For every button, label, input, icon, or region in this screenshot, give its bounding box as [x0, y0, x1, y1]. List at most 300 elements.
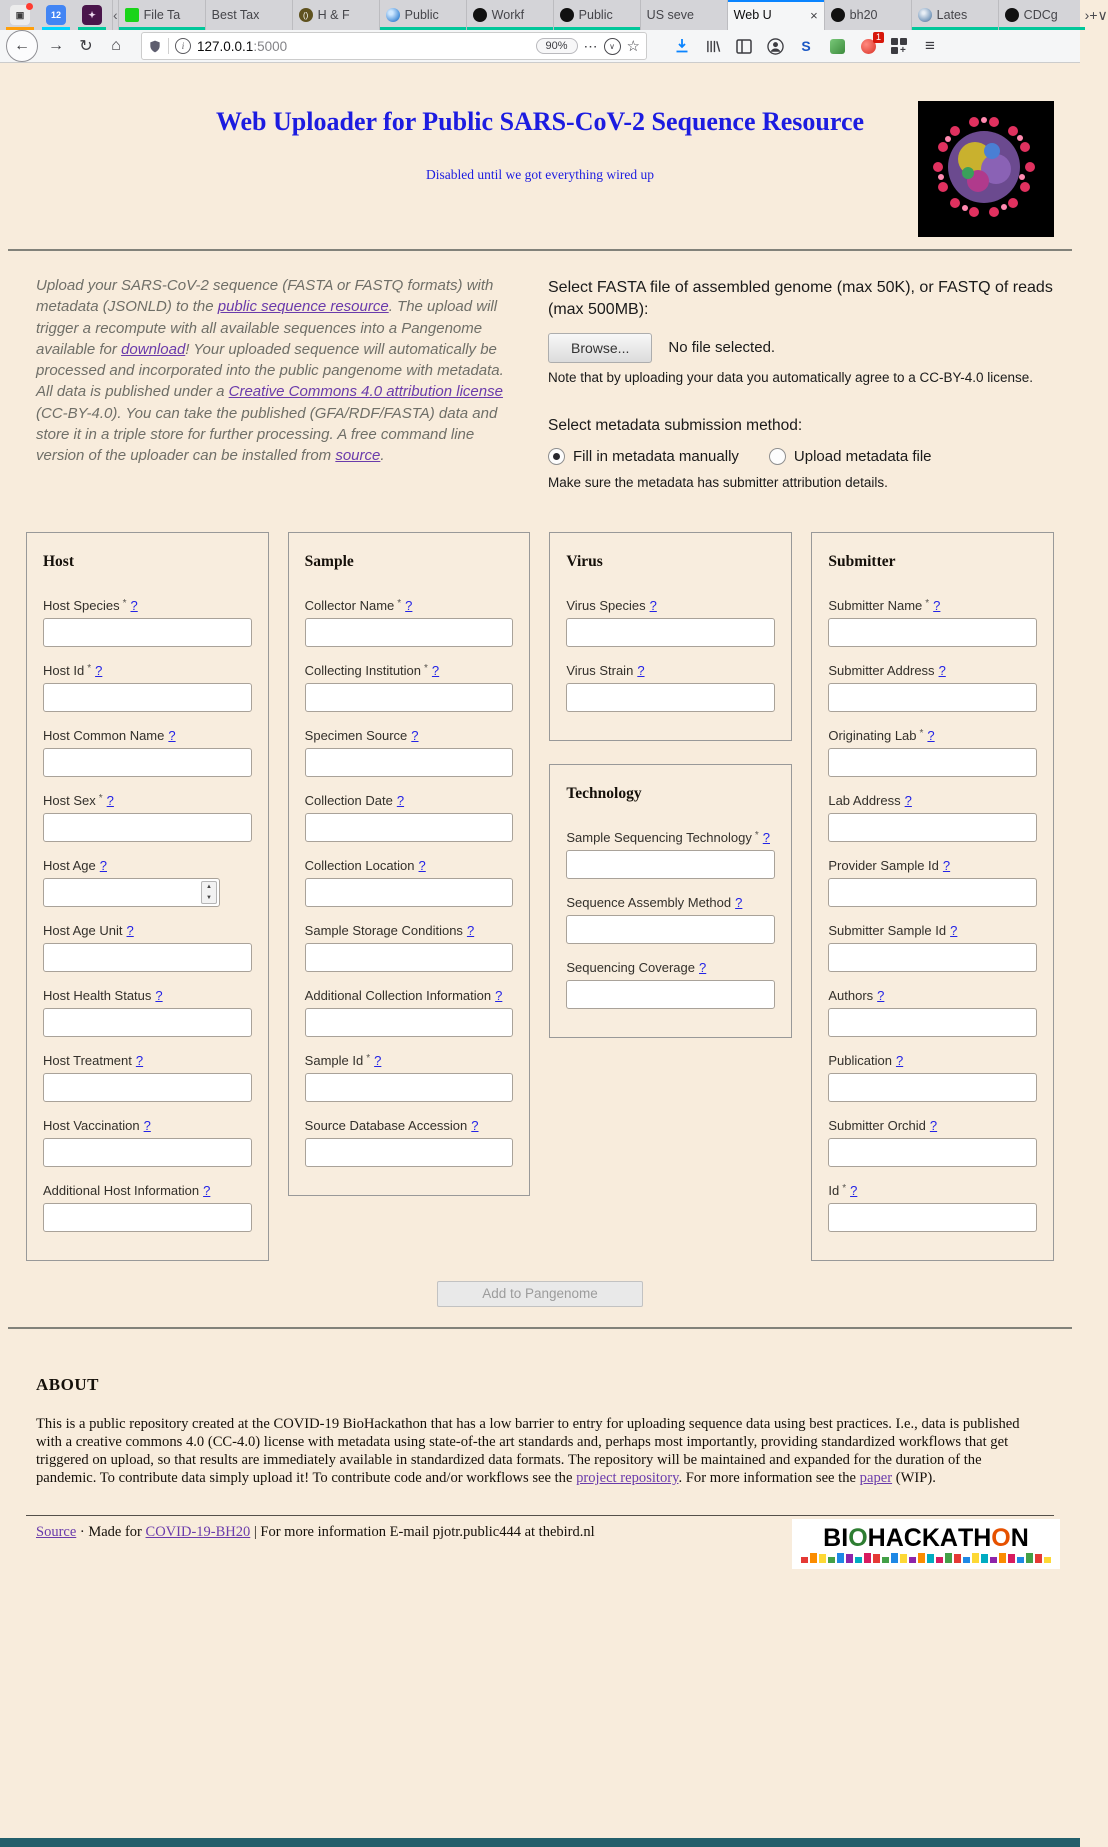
- text-link-source[interactable]: source: [335, 447, 381, 465]
- browser-tab-bh20[interactable]: [824, 0, 911, 30]
- forward-button[interactable]: →: [48, 37, 64, 54]
- help-link[interactable]: ?: [938, 662, 946, 678]
- browser-nav-toolbar: [0, 30, 1080, 63]
- logo-sequence-bar: [882, 1557, 889, 1563]
- logo-letter: I: [841, 1523, 849, 1552]
- page-title: Web Uploader for Public SARS-CoV-2 Sequence Resource: [215, 107, 865, 136]
- form-field-host-id: [43, 663, 252, 712]
- form-field-collection-date: [305, 793, 514, 842]
- tab-overflow-chevron-icon[interactable]: ›: [1084, 7, 1090, 23]
- container-stripe: [467, 27, 553, 30]
- reload-button[interactable]: ↻: [79, 38, 93, 55]
- host-id-input[interactable]: [43, 683, 252, 712]
- text-run: (CC-BY-4.0). You can take the published (GFA/RDF/FASTA) data and store it in a triple store for further processing. A free command line version of the uploader can be installed from: [36, 404, 498, 465]
- green-extension-icon[interactable]: [828, 37, 846, 55]
- form-field-host-species: [43, 598, 252, 647]
- form-field-virus-strain: [566, 663, 775, 712]
- required-asterisk: *: [87, 662, 92, 674]
- logo-letter: H: [867, 1523, 886, 1552]
- license-note: Note that by uploading your data you automatically agree to a CC-BY-4.0 license.: [548, 369, 1034, 385]
- footer-text: [36, 1524, 595, 1540]
- field-label: Sample Storage Conditions ?: [304, 922, 475, 938]
- help-link[interactable]: ?: [374, 1052, 382, 1068]
- form-field-host-health-status: [43, 988, 252, 1037]
- browser-tab-lates[interactable]: [911, 0, 998, 30]
- logo-sequence-bar: [891, 1553, 898, 1563]
- help-link[interactable]: ?: [155, 987, 163, 1003]
- originating-lab-input[interactable]: [828, 748, 1037, 777]
- logo-sequence-bar: [828, 1557, 835, 1563]
- field-label: Submitter Orchid ?: [828, 1117, 938, 1133]
- logo-sequence-bar: [945, 1553, 952, 1563]
- gold-favicon-icon: (): [299, 8, 313, 22]
- about-divider: [8, 1327, 1072, 1329]
- browser-tab-cdcg[interactable]: [998, 0, 1085, 30]
- help-link[interactable]: ?: [471, 1117, 479, 1133]
- form-field-sequence-assembly-method: [566, 895, 775, 944]
- logo-letter: O: [848, 1523, 868, 1552]
- field-label: Lab Address ?: [828, 792, 912, 808]
- required-asterisk: *: [842, 1182, 847, 1194]
- id-input[interactable]: [828, 1203, 1037, 1232]
- field-label: Specimen Source ?: [304, 727, 419, 743]
- form-field-host-vaccination: [43, 1118, 252, 1167]
- fasta-select-label: Select FASTA file of assembled genome (max 50K), or FASTQ of reads (max 500MB):: [548, 279, 1053, 319]
- logo-sequence-bar: [846, 1554, 853, 1563]
- field-label: Sequencing Coverage ?: [566, 959, 707, 975]
- help-link[interactable]: ?: [927, 727, 935, 743]
- additional-host-information-input[interactable]: [43, 1203, 252, 1232]
- tab-close-icon[interactable]: ×: [810, 7, 818, 23]
- logo-sequence-bar: [1008, 1554, 1015, 1563]
- submitter-name-input[interactable]: [828, 618, 1037, 647]
- page-subtitle: Disabled until we got everything wired up: [426, 167, 654, 182]
- sample-storage-conditions-input[interactable]: [305, 943, 514, 972]
- specimen-source-input[interactable]: [305, 748, 514, 777]
- logo-sequence-bar: [1035, 1554, 1042, 1563]
- container-stripe: [912, 27, 998, 30]
- field-label: Collector Name * ?: [304, 597, 413, 613]
- help-link[interactable]: ?: [904, 792, 912, 808]
- browser-tab-h-f[interactable]: [292, 0, 379, 30]
- logo-letter: A: [885, 1523, 904, 1552]
- logo-letter: C: [903, 1523, 922, 1552]
- about-heading: ABOUT: [36, 1374, 99, 1394]
- metadata-form: [0, 532, 1080, 1261]
- url-divider: [168, 38, 169, 54]
- tab-label: Best Tax: [211, 8, 260, 22]
- help-link[interactable]: ?: [649, 597, 657, 613]
- menu-hamburger-icon[interactable]: ≡: [925, 36, 935, 55]
- field-label: Host Age ?: [43, 857, 107, 873]
- help-link[interactable]: ?: [143, 1117, 151, 1133]
- help-link[interactable]: ?: [942, 857, 951, 873]
- form-field-submitter-sample-id: [828, 923, 1037, 972]
- field-label: Sample Id * ?: [304, 1052, 382, 1068]
- tab-label: bh20: [849, 8, 878, 22]
- tab-strip: [118, 0, 1085, 30]
- logo-letter: B: [823, 1523, 842, 1552]
- text-run: . For more information see the: [678, 1470, 860, 1487]
- required-asterisk: *: [98, 792, 103, 804]
- page-header: [0, 63, 1080, 249]
- host-common-name-input[interactable]: [43, 748, 252, 777]
- collecting-institution-input[interactable]: [305, 683, 514, 712]
- field-label: Publication ?: [828, 1052, 904, 1068]
- required-asterisk: *: [925, 597, 930, 609]
- help-link[interactable]: ?: [95, 662, 103, 678]
- text-link-source[interactable]: Source: [36, 1524, 77, 1541]
- text-link-project-repository[interactable]: project repository: [576, 1470, 679, 1487]
- tab-label: Public: [578, 8, 613, 22]
- logo-sequence-bar: [819, 1554, 826, 1563]
- github-favicon-icon: [560, 8, 574, 22]
- new-tab-button[interactable]: +: [1089, 7, 1098, 23]
- home-button[interactable]: ⌂: [111, 37, 121, 54]
- text-run: Upload your SARS-CoV-2 sequence (FASTA or FASTQ formats) with metadata (JSONLD) to the: [36, 277, 494, 316]
- form-field-host-age-unit: [43, 923, 252, 972]
- back-button[interactable]: ←: [6, 30, 38, 62]
- field-label: Provider Sample Id ?: [828, 857, 951, 873]
- sample-sequencing-technology-input[interactable]: [566, 850, 775, 879]
- host-vaccination-input[interactable]: [43, 1138, 252, 1167]
- logo-letter: O: [991, 1523, 1011, 1552]
- help-link[interactable]: ?: [130, 597, 138, 613]
- add-to-pangenome-button[interactable]: Add to Pangenome: [437, 1281, 643, 1307]
- host-sex-input[interactable]: [43, 813, 252, 842]
- fieldset-sample: [288, 532, 531, 1196]
- bottom-window-bar: [0, 1838, 1080, 1847]
- browser-tab-workf[interactable]: [466, 0, 553, 30]
- globe-favicon-icon: [386, 8, 400, 22]
- help-link[interactable]: ?: [637, 662, 645, 678]
- intro-paragraph: [36, 275, 514, 490]
- host-age-input[interactable]: [43, 878, 220, 907]
- authors-input[interactable]: [828, 1008, 1037, 1037]
- s-extension-icon[interactable]: S: [801, 38, 811, 54]
- calendar-app-icon[interactable]: 12: [46, 5, 66, 25]
- collection-location-input[interactable]: [305, 878, 514, 907]
- url-text: 127.0.0.1:5000: [197, 38, 288, 54]
- field-label: Host Treatment ?: [43, 1052, 144, 1068]
- field-label: Host Sex * ?: [43, 792, 114, 808]
- fieldset-host: [26, 532, 269, 1261]
- toolbar-extensions: [673, 32, 939, 56]
- field-label: Host Species * ?: [43, 597, 138, 613]
- browser-tab-public[interactable]: [553, 0, 640, 30]
- sequencing-coverage-input[interactable]: [566, 980, 775, 1009]
- text-run: .: [380, 447, 385, 465]
- text-run: · Made for: [76, 1524, 146, 1541]
- submitter-address-input[interactable]: [828, 683, 1037, 712]
- help-link[interactable]: ?: [203, 1182, 211, 1198]
- help-link[interactable]: ?: [99, 857, 107, 873]
- help-link[interactable]: ?: [929, 1117, 938, 1133]
- browser-tab-file-ta[interactable]: [118, 0, 205, 30]
- help-link[interactable]: ?: [411, 727, 419, 743]
- field-label: Virus Species ?: [566, 597, 657, 613]
- tab-label: Workf: [491, 8, 525, 22]
- field-label: Submitter Sample Id ?: [828, 922, 958, 938]
- field-label: Virus Strain ?: [566, 662, 645, 678]
- form-field-submitter-address: [828, 663, 1037, 712]
- form-field-submitter-orchid: [828, 1118, 1037, 1167]
- form-field-host-sex: [43, 793, 252, 842]
- field-label: Id * ?: [828, 1182, 858, 1198]
- help-link[interactable]: ?: [877, 987, 885, 1003]
- container-stripe: [554, 27, 640, 30]
- help-link[interactable]: ?: [418, 857, 426, 873]
- fieldset-title: Virus: [566, 552, 603, 570]
- container-stripe: [119, 27, 205, 30]
- logo-sequence-bar: [837, 1553, 844, 1563]
- logo-sequence-bar: [1026, 1553, 1033, 1563]
- field-label: Source Database Accession ?: [304, 1117, 479, 1133]
- logo-sequence-bar: [936, 1557, 943, 1563]
- collection-date-input[interactable]: [305, 813, 514, 842]
- logo-sequence-bar: [864, 1553, 871, 1563]
- metadata-attribution-note: Make sure the metadata has submitter attribution details.: [548, 474, 888, 490]
- github-favicon-icon: [831, 8, 845, 22]
- logo-sequence-bar: [990, 1557, 997, 1563]
- logo-letter: H: [973, 1523, 992, 1552]
- submitter-orchid-input[interactable]: [828, 1138, 1037, 1167]
- host-species-input[interactable]: [43, 618, 252, 647]
- required-asterisk: *: [424, 662, 428, 674]
- field-label: Originating Lab * ?: [828, 727, 935, 743]
- browser-tab-us-seve[interactable]: [640, 0, 727, 30]
- page-actions-icon[interactable]: ⋯: [583, 37, 598, 54]
- form-field-id: [828, 1183, 1037, 1232]
- virus-species-input[interactable]: [566, 618, 775, 647]
- all-tabs-dropdown-icon[interactable]: ∨: [1097, 6, 1108, 23]
- required-asterisk: *: [397, 597, 402, 609]
- logo-sequence-bar: [963, 1557, 970, 1563]
- required-asterisk: *: [122, 597, 127, 609]
- text-run: | For more information E-mail pjotr.public444 at thebird.nl: [250, 1524, 595, 1541]
- help-link[interactable]: ?: [950, 922, 958, 938]
- globe2-favicon-icon: [918, 8, 932, 22]
- tab-label: US seve: [646, 8, 694, 22]
- logo-sequence-bar: [972, 1553, 979, 1563]
- logo-sequence-bar: [1044, 1557, 1051, 1563]
- help-link[interactable]: ?: [895, 1052, 904, 1068]
- fieldset-title: Submitter: [828, 552, 896, 570]
- container-stripe: [6, 27, 34, 30]
- text-link-public-sequence-resource[interactable]: public sequence resource: [217, 298, 389, 316]
- help-link[interactable]: ?: [135, 1052, 144, 1068]
- help-link[interactable]: ?: [466, 922, 475, 938]
- container-stripe: [42, 27, 70, 30]
- account-icon[interactable]: [766, 37, 784, 55]
- about-section: [0, 1375, 1080, 1487]
- browse-button[interactable]: Browse...: [548, 333, 652, 363]
- browser-tab-web-u[interactable]: [727, 0, 824, 30]
- notification-dot: [26, 3, 33, 10]
- browser-tab-bar: [0, 0, 1108, 30]
- form-field-source-database-accession: [305, 1118, 514, 1167]
- additional-collection-information-input[interactable]: [305, 1008, 514, 1037]
- fieldset-title: Sample: [304, 552, 354, 570]
- fieldset-virus: [549, 532, 792, 741]
- text-link-creative-commons-4-0-attribution-license[interactable]: Creative Commons 4.0 attribution license: [228, 383, 503, 401]
- logo-sequence-bar: [1017, 1557, 1024, 1563]
- form-field-virus-species: [566, 598, 775, 647]
- text-link-paper[interactable]: paper: [859, 1470, 893, 1487]
- library-icon[interactable]: [704, 37, 722, 55]
- field-label: Host Common Name ?: [43, 727, 176, 743]
- help-link[interactable]: ?: [405, 597, 413, 613]
- biohackathon-logo-sequence: [801, 1553, 1051, 1563]
- host-health-status-input[interactable]: [43, 1008, 252, 1037]
- upload-section: [548, 275, 1068, 490]
- help-link[interactable]: ?: [126, 922, 134, 938]
- help-link[interactable]: ?: [735, 894, 743, 910]
- field-label: Host Id * ?: [43, 662, 103, 678]
- pocket-icon[interactable]: ∨: [604, 38, 621, 55]
- text-run: ! Your uploaded sequence will automatically be processed and incorporated into the public pangenome with metadata. All data is published under a: [36, 340, 504, 401]
- recorder-app-icon[interactable]: ▣: [10, 5, 30, 25]
- text-run: (WIP).: [892, 1470, 936, 1487]
- container-stripe: [380, 27, 466, 30]
- field-label: Sequence Assembly Method ?: [566, 894, 743, 910]
- coronavirus-image: [918, 101, 1054, 237]
- workspace-app-icon[interactable]: ✦: [82, 5, 102, 25]
- sequence-assembly-method-input[interactable]: [566, 915, 775, 944]
- form-field-sample-storage-conditions: [305, 923, 514, 972]
- notification-extension-icon[interactable]: [859, 32, 881, 55]
- form-field-lab-address: [828, 793, 1037, 842]
- tab-label: Public: [404, 8, 439, 22]
- extensions-grid-icon[interactable]: +: [890, 37, 908, 55]
- url-bar[interactable]: [141, 32, 647, 60]
- field-label: Authors ?: [828, 987, 885, 1003]
- logo-sequence-bar: [810, 1553, 817, 1563]
- biohackathon-logo-text: [823, 1523, 1029, 1552]
- source-database-accession-input[interactable]: [305, 1138, 514, 1167]
- host-treatment-input[interactable]: [43, 1073, 252, 1102]
- form-field-sample-id: [305, 1053, 514, 1102]
- field-label: Additional Host Information ?: [43, 1182, 211, 1198]
- logo-sequence-bar: [927, 1554, 934, 1563]
- green-favicon-icon: [125, 8, 139, 22]
- form-field-publication: [828, 1053, 1037, 1102]
- field-label: Submitter Name * ?: [828, 597, 941, 613]
- form-field-sample-sequencing-technology: [566, 830, 775, 879]
- github-favicon-icon: [1005, 8, 1019, 22]
- downloads-icon[interactable]: [673, 37, 691, 55]
- logo-letter: T: [957, 1523, 974, 1552]
- help-link[interactable]: ?: [699, 959, 707, 975]
- radio-upload-metadata-file[interactable]: [769, 448, 786, 465]
- logo-sequence-bar: [873, 1554, 880, 1563]
- github-favicon-icon: [473, 8, 487, 22]
- fieldset-submitter: [811, 532, 1054, 1261]
- container-stripe: [999, 27, 1085, 30]
- fieldset-title: Technology: [566, 784, 642, 802]
- logo-letter: N: [1010, 1523, 1029, 1552]
- field-label: Collecting Institution * ?: [304, 662, 440, 678]
- site-info-icon[interactable]: i: [175, 38, 191, 54]
- publication-input[interactable]: [828, 1073, 1037, 1102]
- help-link[interactable]: ?: [431, 662, 440, 678]
- form-field-collecting-institution: [305, 663, 514, 712]
- field-label: Host Vaccination ?: [43, 1117, 151, 1133]
- no-file-selected-text: No file selected.: [668, 339, 776, 357]
- radio-fill-metadata-manually[interactable]: [548, 448, 565, 465]
- text-run: . The upload will trigger a recompute with all available sequences into a Pangenome available for: [36, 298, 498, 358]
- help-link[interactable]: ?: [168, 727, 176, 743]
- form-field-additional-host-information: [43, 1183, 252, 1232]
- provider-sample-id-input[interactable]: [828, 878, 1037, 907]
- required-asterisk: *: [366, 1052, 371, 1064]
- logo-sequence-bar: [801, 1557, 808, 1563]
- help-link[interactable]: ?: [850, 1182, 858, 1198]
- radio-manual-label: Fill in metadata manually: [573, 447, 739, 465]
- text-link-download[interactable]: download: [121, 340, 186, 358]
- help-link[interactable]: ?: [495, 987, 503, 1003]
- logo-sequence-bar: [855, 1557, 862, 1563]
- collector-name-input[interactable]: [305, 618, 514, 647]
- form-field-submitter-name: [828, 598, 1037, 647]
- bookmark-star-icon[interactable]: ☆: [626, 38, 640, 55]
- lab-address-input[interactable]: [828, 813, 1037, 842]
- fieldset-title: Host: [43, 552, 74, 570]
- metadata-method-label: Select metadata submission method:: [548, 416, 803, 434]
- text-link-covid-19-bh20[interactable]: COVID-19-BH20: [145, 1524, 251, 1541]
- form-field-specimen-source: [305, 728, 514, 777]
- tab-label: CDCg: [1023, 8, 1058, 22]
- form-field-originating-lab: [828, 728, 1037, 777]
- text-run: This is a public repository created at the COVID-19 BioHackathon that has a low barrier to entry for uploading sequence data using best practices. I.e., data is published with a creative commons 4.0 (CC-4.0) license with metadata using state-of-the art standards and, perhaps most importantly, providing standardized workflows that get triggered on upload, so that results are immediately available in standardized data formats. The repository will be maintained and expanded for the duration of the pandemic. To contribute data simply upload it! To contribute code and/or workflows see the: [36, 1415, 1020, 1487]
- download-count-badge: 1: [873, 32, 884, 43]
- sidebar-toggle-icon[interactable]: [735, 37, 753, 55]
- browser-tab-best-tax[interactable]: [205, 0, 292, 30]
- tab-scroll-left-icon[interactable]: ‹: [112, 0, 118, 30]
- sample-id-input[interactable]: [305, 1073, 514, 1102]
- field-label: Submitter Address ?: [828, 662, 946, 678]
- tab-label: Web U: [733, 8, 772, 22]
- tracking-protection-shield-icon[interactable]: [148, 39, 162, 54]
- required-asterisk: *: [754, 829, 759, 841]
- radio-upload-label: Upload metadata file: [793, 447, 932, 465]
- pinned-apps: [0, 0, 112, 30]
- form-field-sequencing-coverage: [566, 960, 775, 1009]
- number-spinner[interactable]: ▲ ▼: [201, 881, 217, 904]
- browser-tab-public[interactable]: [379, 0, 466, 30]
- logo-sequence-bar: [999, 1553, 1006, 1563]
- help-link[interactable]: ?: [106, 792, 114, 808]
- form-field-host-common-name: [43, 728, 252, 777]
- logo-letter: K: [921, 1523, 940, 1552]
- logo-letter: A: [939, 1523, 958, 1552]
- help-link[interactable]: ?: [762, 829, 770, 845]
- fieldset-technology: [549, 764, 792, 1038]
- page-footer: [26, 1515, 1054, 1552]
- help-link[interactable]: ?: [396, 792, 405, 808]
- submitter-sample-id-input[interactable]: [828, 943, 1037, 972]
- field-label: Host Age Unit ?: [43, 922, 134, 938]
- field-label: Collection Location ?: [304, 857, 426, 873]
- zoom-level-badge[interactable]: 90%: [536, 38, 578, 54]
- virus-strain-input[interactable]: [566, 683, 775, 712]
- field-label: Sample Sequencing Technology * ?: [566, 829, 770, 845]
- biohackathon-logo: [792, 1519, 1060, 1569]
- host-age-unit-input[interactable]: [43, 943, 252, 972]
- logo-sequence-bar: [909, 1557, 916, 1563]
- form-field-provider-sample-id: [828, 858, 1037, 907]
- help-link[interactable]: ?: [933, 597, 941, 613]
